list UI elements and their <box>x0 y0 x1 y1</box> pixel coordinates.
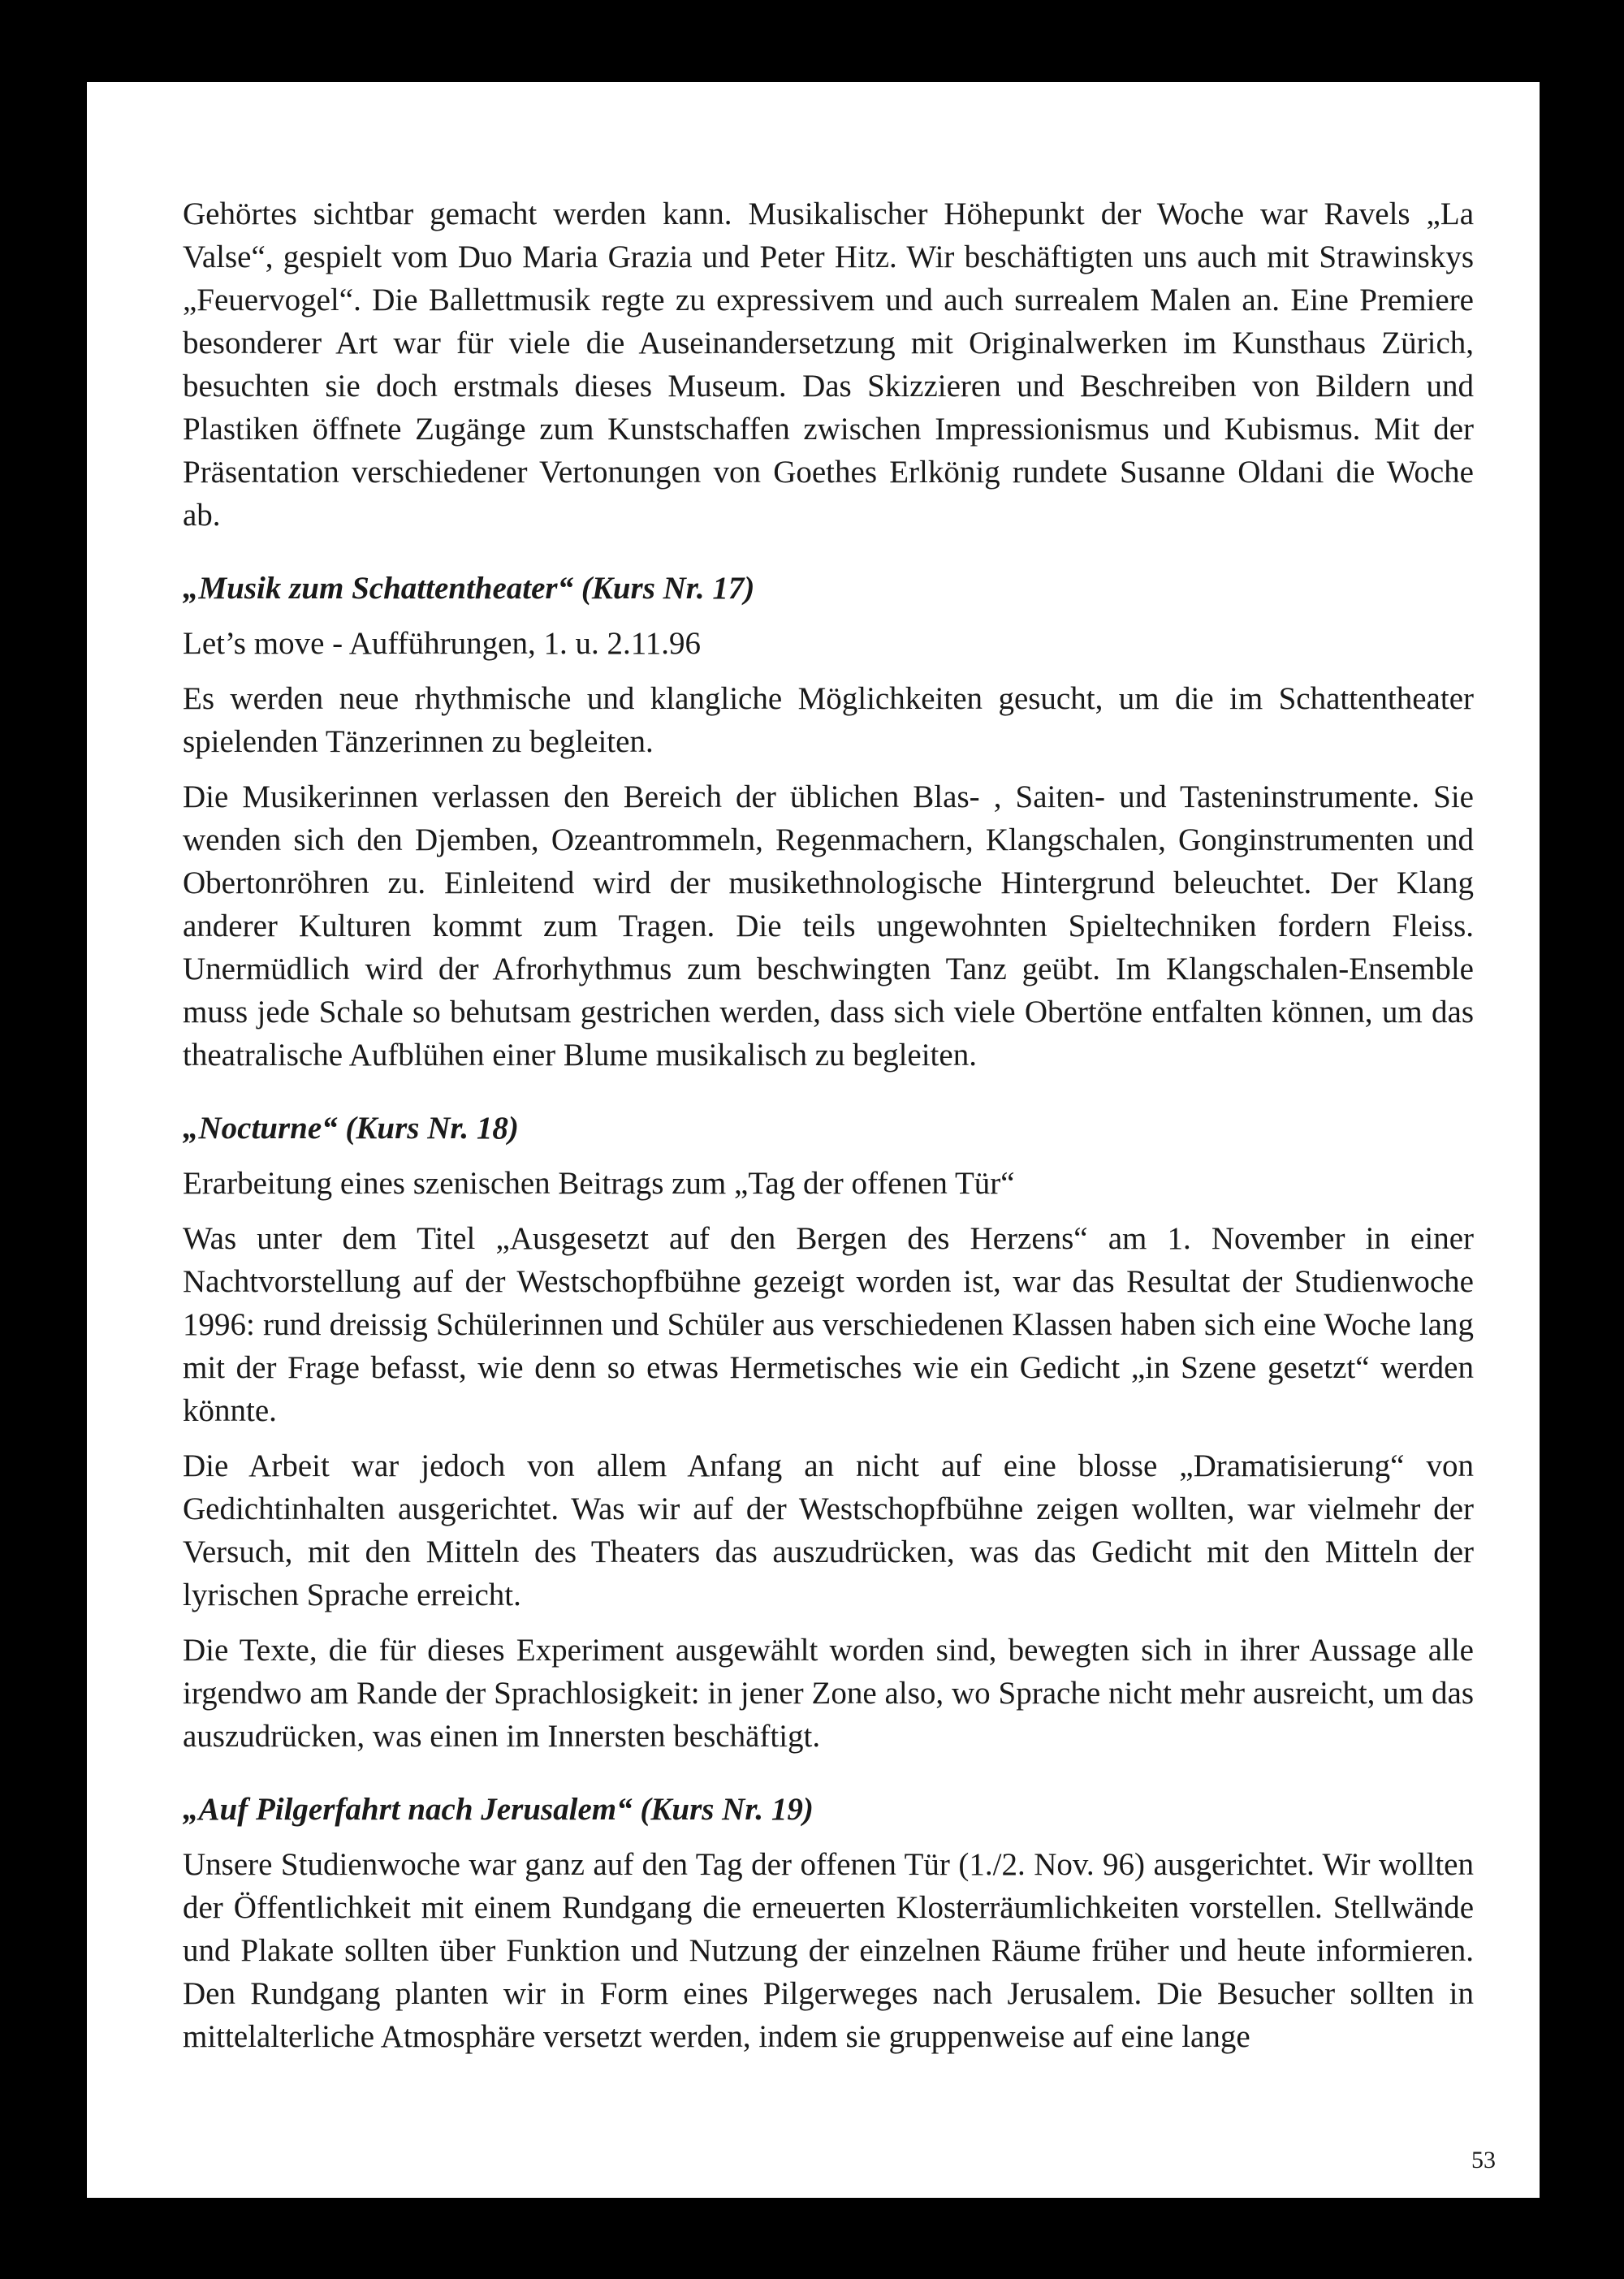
kurs-17-paragraph: Die Musikerinnen verlassen den Bereich der üblichen Blas- , Saiten- und Tasteninstrumente. Sie wenden sich den Djemben, Ozeantrommeln, Regenmachern, Klangschalen, Gonginstrumenten und Obertonröhren zu. Einleitend wird der musikethnologische Hintergrund beleuchtet. Der Klang anderer Kulturen kommt zum Tragen. Die teils ungewohnten Spieltechniken fordern Fleiss. Unermüdlich wird der Afrorhythmus zum beschwingten Tanz geübt. Im Klangschalen-Ensemble muss jede Schale so behutsam gestrichen werden, dass sich viele Obertöne entfalten können, um das theatralische Aufblühen einer Blume musikalisch zu begleiten. <box>183 779 1474 1073</box>
document-page <box>87 82 1540 2198</box>
page-content <box>183 192 1474 2070</box>
kurs-18-paragraph: Die Arbeit war jedoch von allem Anfang an nicht auf eine blosse „Dramatisierung“ von Gedichtinhalten ausgerichtet. Was wir auf der Westschopfbühne zeigen wollten, war vielmehr der Versuch, mit den Mitteln des Theaters das auszudrücken, was das Gedicht mit den Mitteln der lyrischen Sprache erreicht. <box>183 1448 1474 1612</box>
section-heading-kurs-19: „Auf Pilgerfahrt nach Jerusalem“ (Kurs Nr. 19) <box>183 1792 814 1827</box>
kurs-18-paragraph: Was unter dem Titel „Ausgesetzt auf den Bergen des Herzens“ am 1. November in einer Nachtvorstellung auf der Westschopfbühne gezeigt worden ist, war das Resultat der Studienwoche 1996: rund dreissig Schülerinnen und Schüler aus verschiedenen Klassen haben sich eine Woche lang mit der Frage befasst, wie denn so etwas Hermetisches wie ein Gedicht „in Szene gesetzt“ werden könnte. <box>183 1221 1474 1428</box>
kurs-17-subtitle: Let’s move - Aufführungen, 1. u. 2.11.96 <box>183 626 701 661</box>
kurs-18-paragraph: Die Texte, die für dieses Experiment ausgewählt worden sind, bewegten sich in ihrer Aussage alle irgendwo am Rande der Sprachlosigkeit: in jener Zone also, wo Sprache nicht mehr ausreicht, um das auszudrücken, was einen im Innersten beschäftigt. <box>183 1633 1474 1754</box>
section-heading-kurs-18: „Nocturne“ (Kurs Nr. 18) <box>183 1111 519 1146</box>
kurs-19-paragraph: Unsere Studienwoche war ganz auf den Tag der offenen Tür (1./2. Nov. 96) ausgerichtet. Wir wollten der Öffentlichkeit mit einem Rundgang die erneuerten Klosterräumlichkeiten vorstellen. Stellwände und Plakate sollten über Funktion und Nutzung der einzelnen Räume früher und heute informieren. Den Rundgang planten wir in Form eines Pilgerweges nach Jerusalem. Die Besucher sollten in mittelalterliche Atmosphäre versetzt werden, indem sie gruppenweise auf eine lange <box>183 1847 1474 2054</box>
page-number: 53 <box>1471 2147 1496 2173</box>
intro-paragraph: Gehörtes sichtbar gemacht werden kann. Musikalischer Höhepunkt der Woche war Ravels „La Valse“, gespielt vom Duo Maria Grazia und Peter Hitz. Wir beschäftigten uns auch mit Strawinskys „Feuervogel“. Die Ballettmusik regte zu expressivem und auch surrealem Malen an. Eine Premiere besonderer Art war für viele die Auseinandersetzung mit Originalwerken im Kunsthaus Zürich, besuchten sie doch erstmals dieses Museum. Das Skizzieren und Beschreiben von Bildern und Plastiken öffnete Zugänge zum Kunstschaffen zwischen Impressionismus und Kubismus. Mit der Präsentation verschiedener Vertonungen von Goethes Erlkönig rundete Susanne Oldani die Woche ab. <box>183 196 1474 533</box>
kurs-18-subtitle: Erarbeitung eines szenischen Beitrags zum „Tag der offenen Tür“ <box>183 1166 1015 1201</box>
section-heading-kurs-17: „Musik zum Schattentheater“ (Kurs Nr. 17) <box>183 571 755 606</box>
kurs-17-paragraph: Es werden neue rhythmische und klangliche Möglichkeiten gesucht, um die im Schattentheater spielenden Tänzerinnen zu begleiten. <box>183 681 1474 759</box>
